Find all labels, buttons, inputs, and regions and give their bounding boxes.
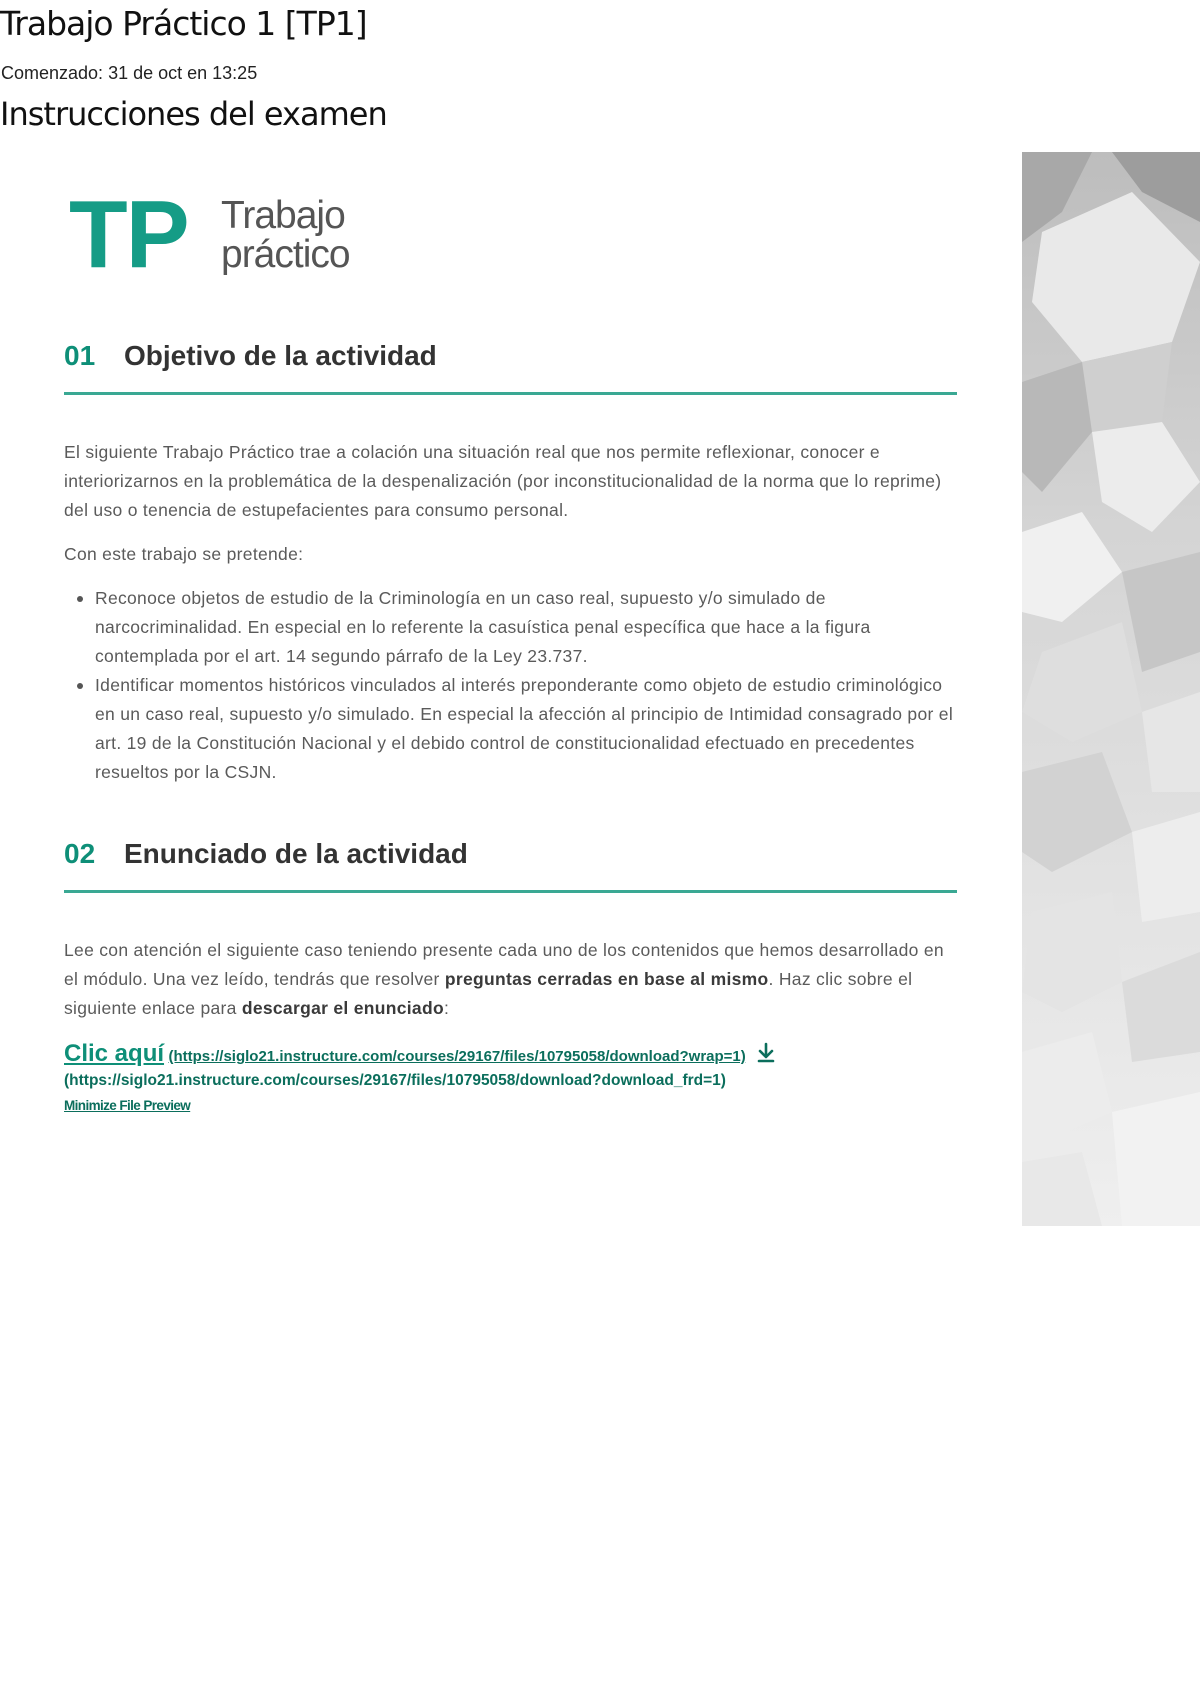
- statement-bold-2: descargar el enunciado: [241, 998, 444, 1018]
- list-item-text: Identificar momentos históricos vinculados al interés preponderante como objeto de estudio criminológico en un caso real, supuesto y/o simulado. En especial la afección al principio de Intimidad consagrado por el art. 19 de la Constitución Nacional y el debido control de constitucionalidad efectuado en precedentes resueltos por la CSJN.: [95, 675, 954, 782]
- list-item: [64, 671, 956, 787]
- section-number: 02: [64, 838, 96, 869]
- bullet-dot-icon: [77, 683, 83, 689]
- instructions-title: Instrucciones del examen: [0, 95, 387, 133]
- started-label: Comenzado:: [1, 63, 104, 83]
- decorative-side-image: [1022, 152, 1200, 1226]
- objective-list: [64, 584, 956, 787]
- download-link[interactable]: (https://siglo21.instructure.com/courses/29167/files/10795058/download?download_frd=1): [64, 1072, 726, 1089]
- section-heading-enunciado: [64, 838, 957, 893]
- minimize-file-preview-button[interactable]: Minimize File Preview: [64, 1098, 191, 1113]
- tp-logo-text: [221, 196, 350, 274]
- section-title: Enunciado de la actividad: [124, 838, 468, 869]
- architecture-pattern-image: [1022, 152, 1200, 1226]
- tp-logo: [69, 181, 389, 288]
- file-preview-link[interactable]: (https://siglo21.instructure.com/courses/29167/files/10795058/download?wrap=1): [168, 1048, 746, 1065]
- statement-text-2: . Haz clic sobre el siguiente enlace para: [64, 969, 913, 1018]
- page-title: Trabajo Práctico 1 [TP1]: [0, 4, 367, 43]
- bullet-dot-icon: [77, 596, 83, 602]
- started-value: 31 de oct en 13:25: [108, 63, 258, 83]
- list-item-text: Reconoce objetos de estudio de la Criminología en un caso real, supuesto y/o simulado de narcocriminalidad. En especial en lo referente la casuística penal específica que hace a la figura contemplada por el art. 14 segundo párrafo de la Ley 23.737.: [95, 588, 871, 666]
- download-icon[interactable]: [756, 1042, 776, 1064]
- download-links: [64, 1040, 964, 1113]
- tp-logo-line1: Trabajo: [221, 194, 345, 237]
- section-heading-objetivo: [64, 340, 957, 395]
- tp-logo-line2: práctico: [221, 233, 350, 276]
- section-number: 01: [64, 340, 96, 371]
- objective-paragraph: El siguiente Trabajo Práctico trae a colación una situación real que nos permite reflexionar, conocer e interiorizarnos en la problemática de la despenalización (por inconstitucionalidad de la norma que lo reprime) del uso o tenencia de estupefacientes para consumo personal.: [64, 442, 942, 520]
- statement-bold-1: preguntas cerradas en base al mismo: [444, 969, 769, 989]
- statement-paragraph: [64, 936, 956, 1023]
- objective-intro: Con este trabajo se pretende:: [64, 544, 304, 564]
- statement-text-1: Lee con atención el siguiente caso teniendo presente cada uno de los contenidos que hemos desarrollado en el módulo. Una vez leído, tendrás que resolver: [64, 940, 944, 989]
- started-info: [1, 63, 257, 84]
- list-item: [64, 584, 956, 671]
- tp-logo-mark: TP: [69, 181, 188, 288]
- section-title: Objetivo de la actividad: [124, 340, 437, 371]
- statement-text-3: :: [443, 998, 450, 1018]
- clic-aqui-link[interactable]: Clic aquí: [64, 1040, 165, 1067]
